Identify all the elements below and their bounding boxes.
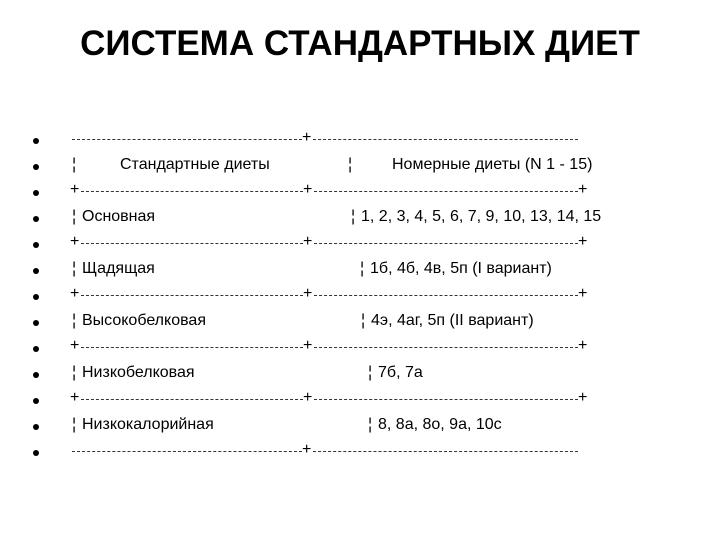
- border-dashes: [72, 451, 302, 452]
- diet-numbers: 8, 8а, 8о, 9а, 10с: [378, 416, 502, 433]
- table-header-row: [0, 155, 720, 181]
- border-dashes: [313, 451, 578, 452]
- diet-category-name: Основная: [82, 208, 156, 225]
- border-junction: +: [70, 389, 80, 406]
- cell-separator: ¦: [72, 260, 77, 277]
- cell-separator: ¦: [72, 416, 77, 433]
- border-dashes: [314, 191, 578, 192]
- cell-separator: ¦: [360, 260, 365, 277]
- cell-separator: ¦: [348, 156, 353, 173]
- border-junction: +: [70, 233, 80, 250]
- border-junction: +: [303, 389, 313, 406]
- table-row-border: [0, 233, 720, 259]
- bullet: [33, 216, 39, 222]
- border-junction: +: [303, 337, 313, 354]
- border-dashes: [81, 399, 303, 400]
- border-junction: +: [70, 337, 80, 354]
- diet-category-name: Щадящая: [82, 260, 155, 277]
- diet-numbers: 7б, 7а: [378, 364, 423, 381]
- border-junction: +: [70, 285, 80, 302]
- diet-numbers: 1б, 4б, 4в, 5п (I вариант): [370, 260, 552, 277]
- bullet: [33, 424, 39, 430]
- diet-category-name: Низкобелковая: [82, 364, 195, 381]
- cell-separator: ¦: [72, 208, 77, 225]
- diet-numbers: 4э, 4аг, 5п (II вариант): [371, 312, 534, 329]
- border-junction: +: [70, 181, 80, 198]
- border-junction: +: [302, 129, 312, 146]
- border-junction: +: [578, 389, 588, 406]
- border-junction: +: [303, 181, 313, 198]
- border-dashes: [81, 295, 303, 296]
- bullet: [33, 372, 39, 378]
- diet-category-name: Высокобелковая: [82, 312, 206, 329]
- table-top-border: [0, 129, 720, 155]
- bullet: [33, 268, 39, 274]
- border-junction: +: [578, 285, 588, 302]
- bullet: [33, 398, 39, 404]
- cell-separator: ¦: [351, 208, 356, 225]
- table-row-border: [0, 337, 720, 363]
- border-dashes: [314, 399, 578, 400]
- header-standard-diets: Стандартные диеты: [120, 156, 270, 173]
- border-dashes: [81, 347, 303, 348]
- cell-separator: ¦: [72, 364, 77, 381]
- table-bottom-border: [0, 441, 720, 467]
- table-row-border: [0, 285, 720, 311]
- slide-title: СИСТЕМА СТАНДАРТНЫХ ДИЕТ: [80, 24, 640, 63]
- bullet: [33, 346, 39, 352]
- bullet: [33, 450, 39, 456]
- border-dashes: [81, 191, 303, 192]
- border-dashes: [314, 347, 578, 348]
- bullet: [33, 164, 39, 170]
- border-junction: +: [302, 441, 312, 458]
- table-row: [0, 311, 720, 337]
- border-junction: +: [578, 233, 588, 250]
- diet-category-name: Низкокалорийная: [82, 416, 214, 433]
- cell-separator: ¦: [368, 416, 373, 433]
- diet-numbers: 1, 2, 3, 4, 5, 6, 7, 9, 10, 13, 14, 15: [361, 208, 602, 225]
- table-row-border: [0, 389, 720, 415]
- header-numbered-diets: Номерные диеты (N 1 - 15): [392, 156, 593, 173]
- cell-separator: ¦: [368, 364, 373, 381]
- bullet: [33, 190, 39, 196]
- border-dashes: [81, 243, 303, 244]
- border-junction: +: [578, 181, 588, 198]
- cell-separator: ¦: [72, 312, 77, 329]
- border-junction: +: [578, 337, 588, 354]
- cell-separator: ¦: [72, 156, 77, 173]
- border-dashes: [314, 295, 578, 296]
- bullet: [33, 320, 39, 326]
- bullet: [33, 138, 39, 144]
- border-dashes: [314, 243, 578, 244]
- table-row: [0, 259, 720, 285]
- bullet: [33, 242, 39, 248]
- table-row: [0, 207, 720, 233]
- bullet: [33, 294, 39, 300]
- border-dashes: [313, 139, 578, 140]
- border-junction: +: [303, 285, 313, 302]
- table-row: [0, 415, 720, 441]
- border-dashes: [72, 139, 302, 140]
- table-row-border: [0, 181, 720, 207]
- table-row: [0, 363, 720, 389]
- cell-separator: ¦: [361, 312, 366, 329]
- border-junction: +: [303, 233, 313, 250]
